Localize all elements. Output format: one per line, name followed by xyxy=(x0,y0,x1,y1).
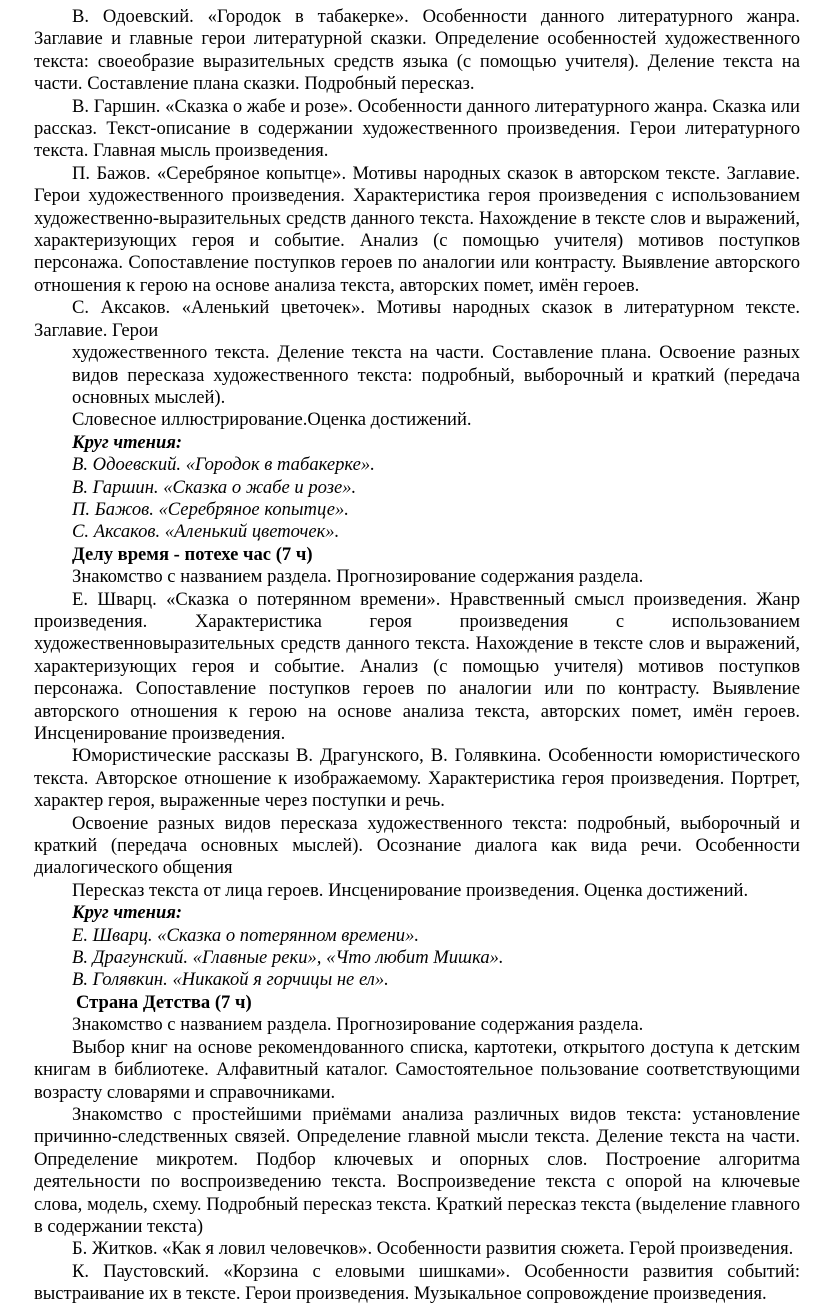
section-heading-childhood: Страна Детства (7 ч) xyxy=(76,991,252,1013)
paragraph-odoevsky: В. Одоевский. «Городок в табакерке». Особенности данного литературного жанра. Заглавие и главные герои литературной сказки. Определение особенностей художественного текста: своеобразие выразительных средств языка (с помощью учителя). Деление текста на части. Составление плана сказки. Подробный пересказ. xyxy=(34,6,800,95)
paragraph-section-intro: Знакомство с названием раздела. Прогнозирование содержания раздела. xyxy=(72,566,644,588)
paragraph-paustovsky: К. Паустовский. «Корзина с еловыми шишками». Особенности развития событий: выстраивание их в тексте. Герои произведения. Музыкальное сопровождение произведения. xyxy=(34,1260,800,1305)
paragraph-humor: Юмористические рассказы В. Драгунского, В. Голявкина. Особенности юмористического текста. Авторское отношение к изображаемому. Характеристика героя произведения. Портрет, характер героя, выраженные через поступки и речь. xyxy=(34,745,800,812)
paragraph-bazhov: П. Бажов. «Серебряное копытце». Мотивы народных сказок в авторском тексте. Заглавие. Герои художественного произведения. Характеристика героя произведения с использованием художественно-выразительных средств данного текста. Нахождение в тексте слов и выражений, характеризующих героя и событие. Анализ (с помощью учителя) мотивов поступков персонажа. Сопоставление поступков героев по аналогии или контрасту. Выявление авторского отношения к герою на основе анализа текста, авторских помет, имён героев. xyxy=(34,162,800,296)
paragraph-shvarts: Е. Шварц. «Сказка о потерянном времени». Нравственный смысл произведения. Жанр произведения. Характеристика героя произведения с использованием художественновыразительных средств данного текста. Нахождение в тексте слов и выражений, характеризующих героя и событие. Анализ (с помощью учителя) мотивов поступков персонажа. Сопоставление поступков героев по аналогии или по контрасту. Выявление авторского отношения к герою на основе анализа текста, авторских помет, имён героев. Инсценирование произведения. xyxy=(34,588,800,744)
reading-item: В. Гаршин. «Сказка о жабе и розе». xyxy=(72,476,357,498)
paragraph-zhitkov: Б. Житков. «Как я ловил человечков». Особенности развития сюжета. Герой произведения. xyxy=(72,1238,794,1260)
reading-item: В. Голявкин. «Никакой я горчицы не ел». xyxy=(72,969,389,991)
reading-circle-heading: Круг чтения: xyxy=(72,431,183,453)
paragraph-section-intro: Знакомство с названием раздела. Прогнозирование содержания раздела. xyxy=(72,1014,644,1036)
paragraph-analysis: Знакомство с простейшими приёмами анализа различных видов текста: установление причинно-следственных связей. Определение главной мысли текста. Деление текста на части. Определение микротем. Подбор ключевых и опорных слов. Построение алгоритма деятельности по воспроизведению текста. Воспроизведение текста с опорой на ключевые слова, модель, схему. Подробный пересказ текста. Краткий пересказ текста (выделение главного в содержании текста) xyxy=(34,1103,800,1237)
reading-item: П. Бажов. «Серебряное копытце». xyxy=(72,498,349,520)
paragraph-illustration: Словесное иллюстрирование.Оценка достижений. xyxy=(72,409,472,431)
reading-item: В. Одоевский. «Городок в табакерке». xyxy=(72,454,375,476)
reading-circle-heading: Круг чтения: xyxy=(72,902,183,924)
paragraph-garshin: В. Гаршин. «Сказка о жабе и розе». Особенности данного литературного жанра. Сказка или рассказ. Текст-описание в содержании художественного произведения. Герои литературного текста. Главная мысль произведения. xyxy=(34,95,800,162)
paragraph-book-choice: Выбор книг на основе рекомендованного списка, картотеки, открытого доступа к детским книгам в библиотеке. Алфавитный каталог. Самостоятельное пользование соответствующими возрасту словарями и справочниками. xyxy=(34,1036,800,1103)
reading-item: Е. Шварц. «Сказка о потерянном времени». xyxy=(72,924,420,946)
reading-item: В. Драгунский. «Главные реки», «Что любит Мишка». xyxy=(72,947,504,969)
paragraph-aksakov-cont: художественного текста. Деление текста на части. Составление плана. Освоение разных видов пересказа художественного текста: подробный, выборочный и краткий (передача основных мыслей). xyxy=(72,342,800,408)
section-heading-work-play: Делу время - потехе час (7 ч) xyxy=(72,543,313,565)
paragraph-aksakov: С. Аксаков. «Аленький цветочек». Мотивы народных сказок в литературном тексте. Заглавие. Герои xyxy=(34,297,800,341)
reading-item: С. Аксаков. «Аленький цветочек». xyxy=(72,521,340,543)
paragraph-retelling: Освоение разных видов пересказа художественного текста: подробный, выборочный и краткий (передача основных мыслей). Осознание диалога как вида речи. Особенности диалогического общения xyxy=(34,812,800,879)
paragraph-retelling-heroes: Пересказ текста от лица героев. Инсценирование произведения. Оценка достижений. xyxy=(72,879,749,901)
